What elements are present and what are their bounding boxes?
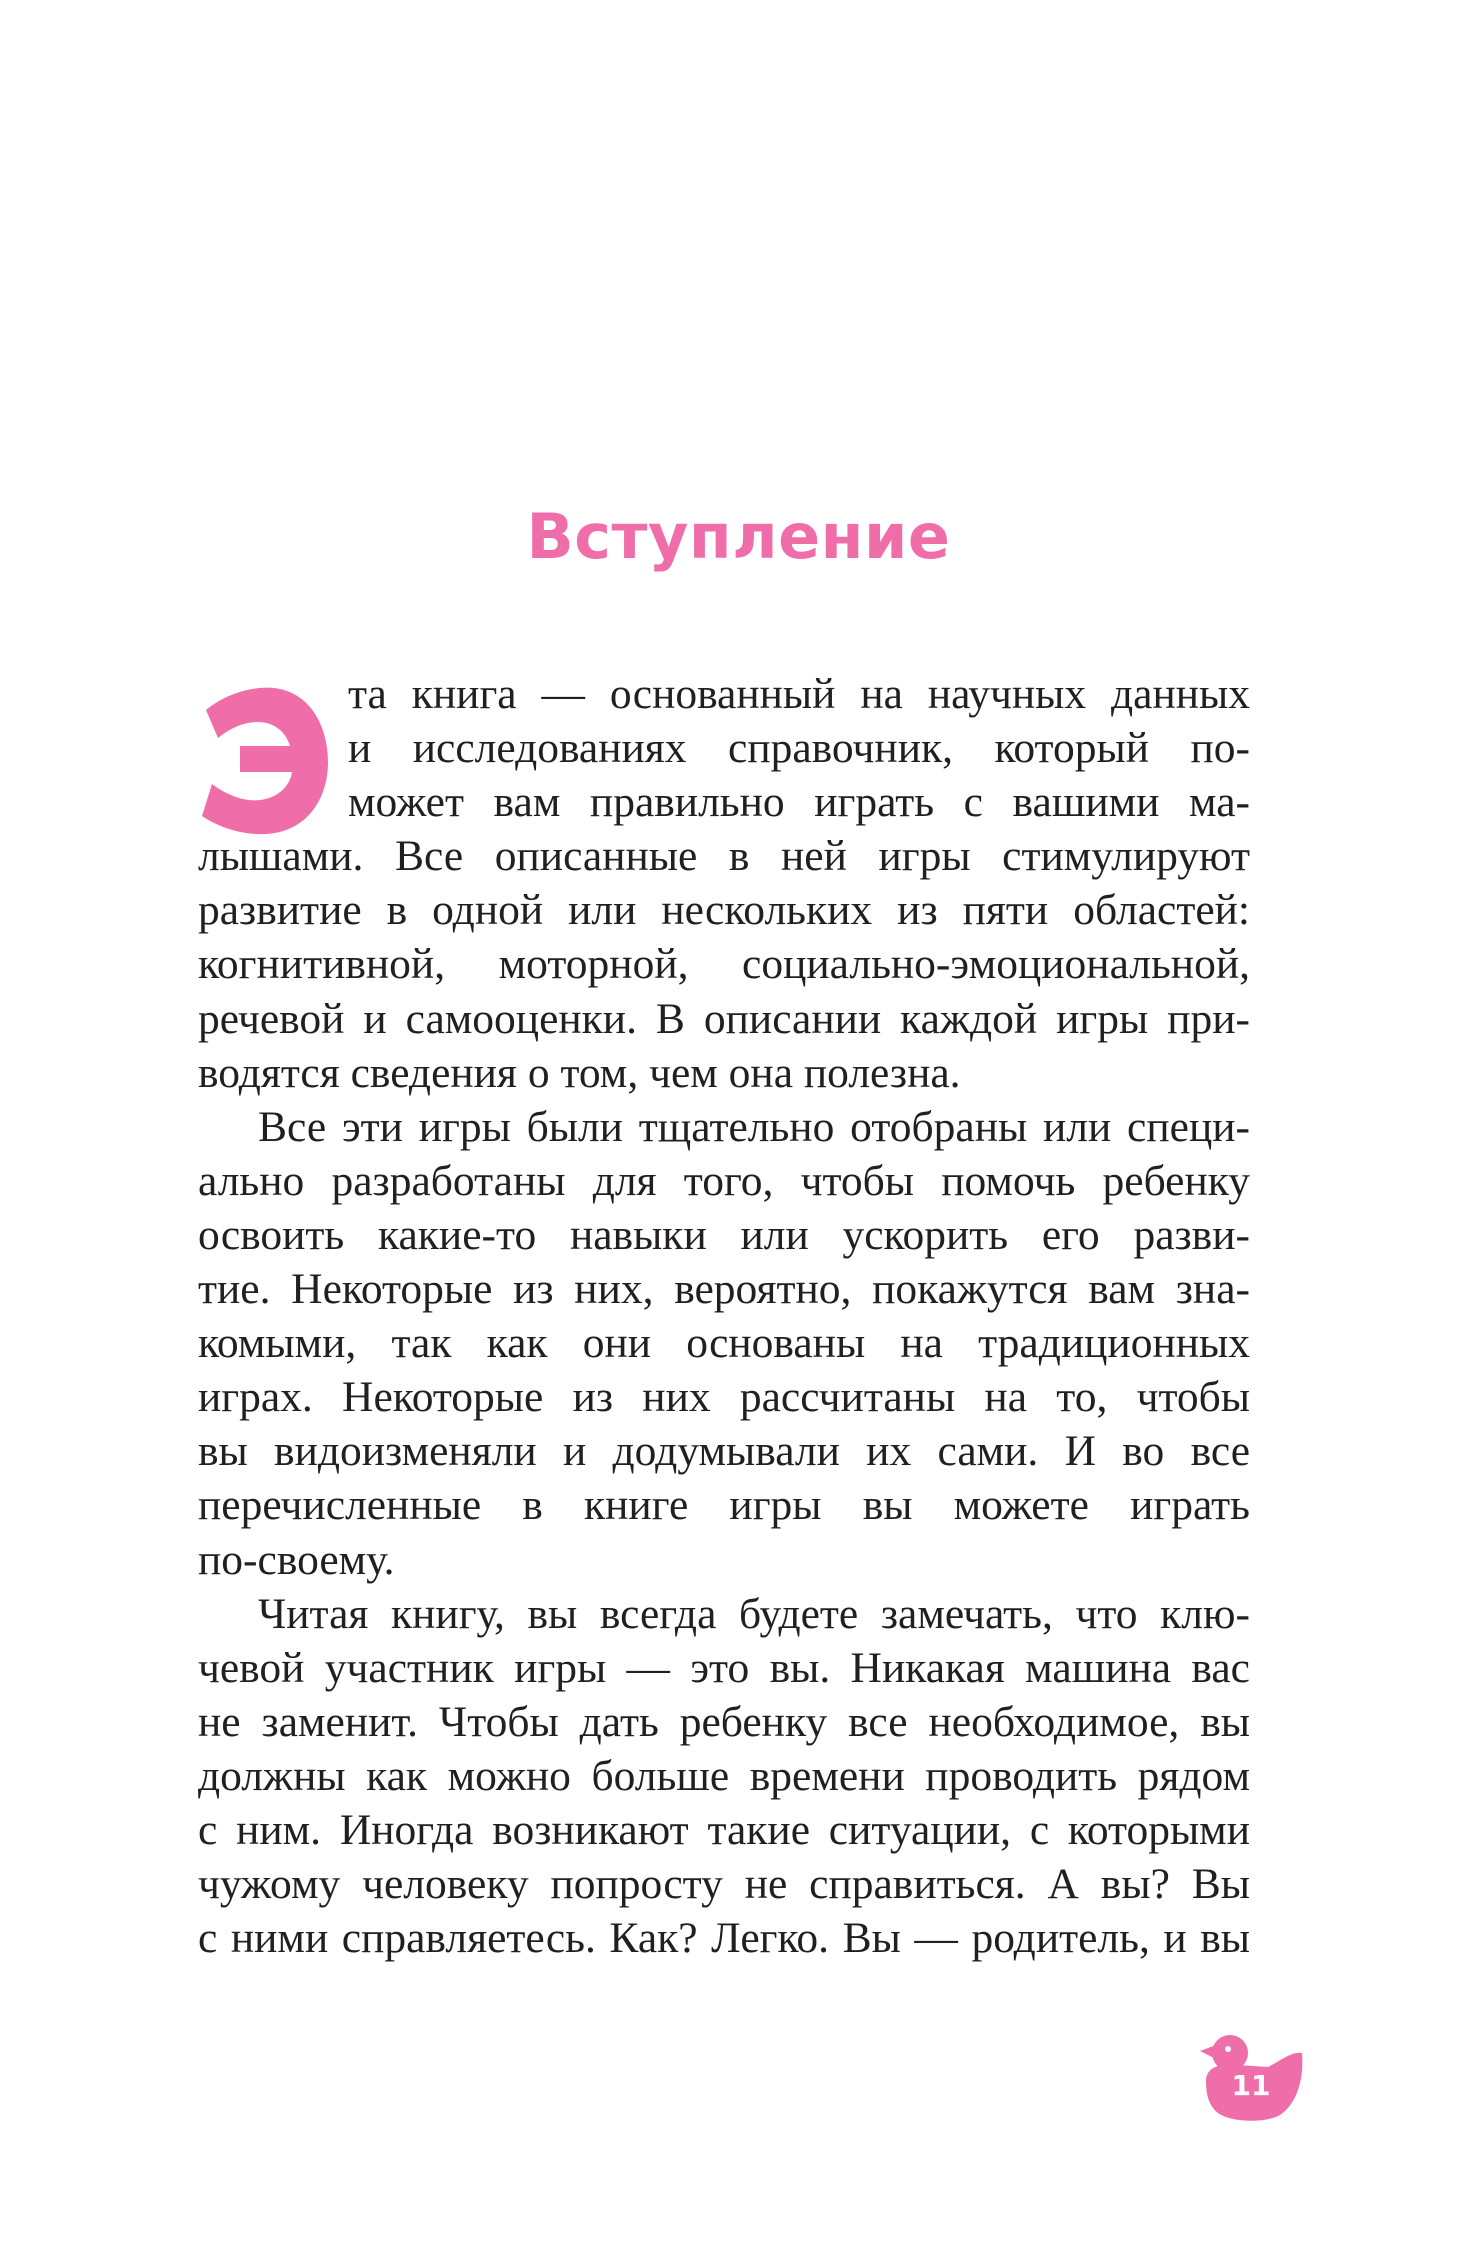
- chapter-title: Вступление: [526, 500, 951, 573]
- body-text: [198, 667, 1250, 1965]
- text-line: не заменит. Чтобы дать ребенку все необходимое, вы: [198, 1697, 1250, 1746]
- text-line: развитие в одной или нескольких из пяти областей:: [198, 886, 1250, 935]
- text-line: вы видоизменяли и додумывали их сами. И во все: [198, 1427, 1250, 1476]
- text-line: Все эти игры были тщательно отобраны или специ-: [258, 1102, 1250, 1151]
- text-line: когнитивной, моторной, социально-эмоциональной,: [198, 940, 1250, 989]
- text-line: водятся сведения о том, чем она полезна.: [198, 1048, 961, 1097]
- page-number: 11: [1231, 2069, 1271, 2102]
- text-line: с ним. Иногда возникают такие ситуации, с которыми: [198, 1805, 1250, 1854]
- text-line: чевой участник игры — это вы. Никакая машина вас: [198, 1643, 1250, 1692]
- text-line: тие. Некоторые из них, вероятно, покажутся вам зна-: [198, 1265, 1250, 1314]
- text-line: чужому человеку попросту не справиться. А вы? Вы: [198, 1860, 1250, 1909]
- text-line: Читая книгу, вы всегда будете замечать, что клю-: [258, 1589, 1250, 1638]
- text-line: играх. Некоторые из них рассчитаны на то, чтобы: [198, 1373, 1250, 1422]
- paragraph-3: [198, 1587, 1250, 1966]
- text-line: и исследованиях справочник, который по-: [348, 724, 1250, 773]
- text-line: по-своему.: [198, 1535, 395, 1584]
- text-line: речевой и самооценки. В описании каждой игры при-: [198, 994, 1250, 1043]
- text-line: может вам правильно играть с вашими ма-: [348, 778, 1250, 827]
- text-line: с ними справляетесь. Как? Легко. Вы — родитель, и вы: [198, 1914, 1250, 1963]
- text-line: комыми, так как они основаны на традиционных: [198, 1319, 1250, 1368]
- text-line: перечисленные в книге игры вы можете играть: [198, 1481, 1250, 1530]
- text-line: та книга — основанный на научных данных: [348, 670, 1250, 718]
- text-line: лышами. Все описанные в ней игры стимулируют: [198, 832, 1250, 881]
- text-line: ально разработаны для того, чтобы помочь ребенку: [198, 1156, 1250, 1205]
- text-line: освоить какие-то навыки или ускорить его разви-: [198, 1210, 1250, 1259]
- text-line: должны как можно больше времени проводить рядом: [198, 1751, 1250, 1800]
- paragraph-1: [198, 667, 1250, 1100]
- paragraph-2: [198, 1100, 1250, 1587]
